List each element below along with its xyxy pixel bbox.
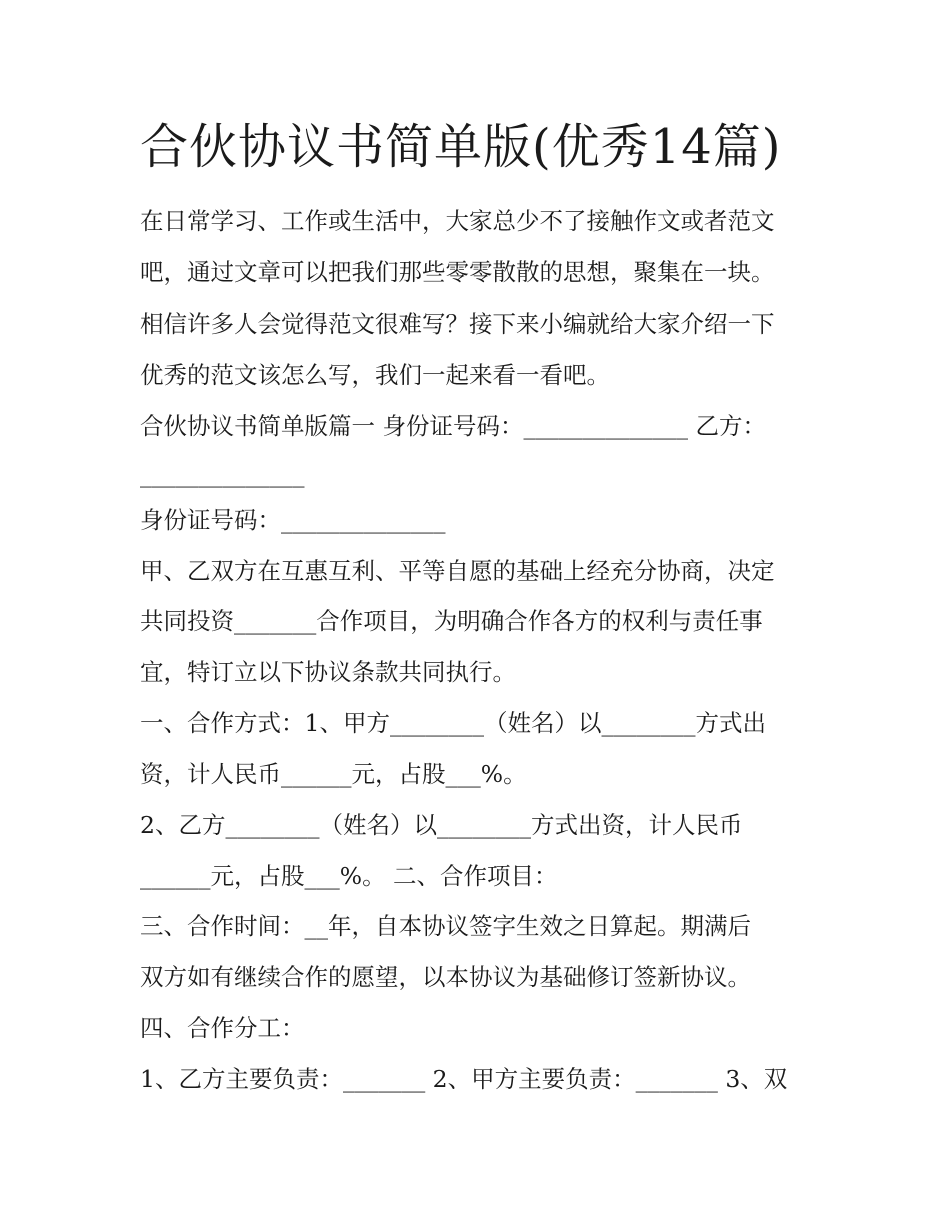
body-line: 一、合作方式：1、甲方________（姓名）以________方式出 — [140, 709, 766, 737]
body-line: 三、合作时间：__年，自本协议签字生效之日算起。期满后 — [140, 912, 751, 940]
body-line: 2、乙方________（姓名）以________方式出资，计人民币 — [140, 811, 743, 839]
body-line: 共同投资_______合作项目，为明确合作各方的权利与责任事 — [140, 607, 763, 635]
body-line: 在日常学习、工作或生活中，大家总少不了接触作文或者范文 — [140, 207, 775, 235]
body-line: 宜，特订立以下协议条款共同执行。 — [140, 658, 516, 686]
body-line: 四、合作分工： — [140, 1014, 305, 1042]
body-line: 身份证号码：______________ — [140, 506, 446, 534]
body-line: 甲、乙双方在互惠互利、平等自愿的基础上经充分协商，决定 — [140, 557, 775, 585]
body-line: 双方如有继续合作的愿望，以本协议为基础修订签新协议。 — [140, 963, 751, 991]
body-line: 吧，通过文章可以把我们那些零零散散的思想，聚集在一块。 — [140, 258, 775, 286]
body-line: 相信许多人会觉得范文很难写？接下来小编就给大家介绍一下 — [140, 310, 775, 338]
document-title: 合伙协议书简单版(优秀14篇) — [140, 119, 782, 175]
body-line: 资，计人民币______元，占股___%。 — [140, 760, 527, 788]
body-line: 优秀的范文该怎么写，我们一起来看一看吧。 — [140, 361, 610, 389]
body-line: 合伙协议书简单版篇一 身份证号码：______________ 乙方： — [140, 412, 766, 440]
body-line: ______元，占股___%。 二、合作项目： — [140, 862, 558, 890]
body-line: ______________ — [140, 460, 305, 488]
body-line: 1、乙方主要负责：_______ 2、甲方主要负责：_______ 3、双 — [140, 1065, 788, 1093]
